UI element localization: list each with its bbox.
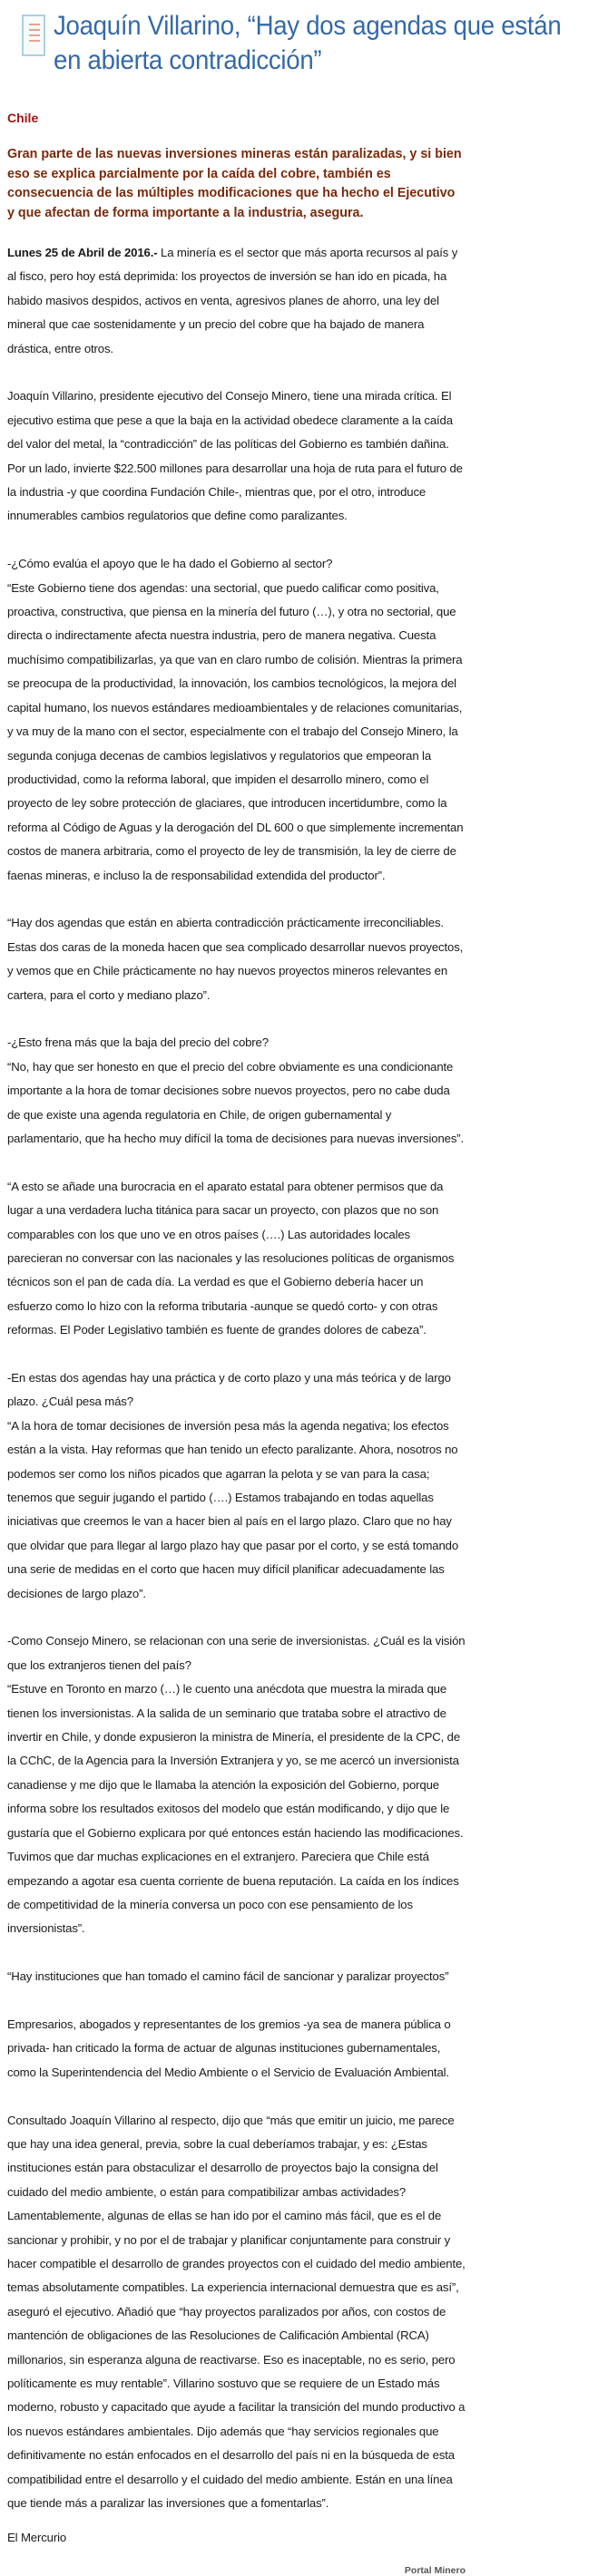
question: -¿Esto frena más que la baja del precio del cobre? (7, 1035, 269, 1050)
subheading-quote: “Hay instituciones que han tomado el camino fácil de sancionar y paralizar proyectos” (7, 1969, 449, 1984)
paragraph: “Hay dos agendas que están en abierta contradicción prácticamente irreconciliables. Estas dos caras de la moneda hacen que sea complicado desarrollar nuevos proyectos, y vemos que en Chile prácticamente no hay nuevos proyectos mineros relevantes en cartera, para el corto y mediano plazo”. (7, 916, 464, 1002)
answer: “Este Gobierno tiene dos agendas: una sectorial, que puedo calificar como positiva, proactiva, constructiva, que piensa en la minería del futuro (…), y otra no sectorial, que directa o indirectamente afecta nuestra industria, pero de manera negativa. Cuesta muchísimo compatibilizarlas, ya que van en claro rumbo de colisión. Mientras la primera se preocupa de la productividad, la innovación, los cambios tecnológicos, la mejora del capital humano, los nuevos estándares medioambientales y de relaciones comunitarias, y va muy de la mano con el sector, especialmente con el trabajo del Consejo Minero, la segunda conjuga decenas de cambios legislativos y regulatorios que empeoran la productividad, como la reforma laboral, que impiden el desarrollo minero, como el proyecto de ley sobre protección de glaciares, que introducen incertidumbre, como la reforma al Código de Aguas y la derogación del DL 600 o que simplemente incrementan costos de manera arbitraria, como el proyecto de ley de transmisión, la ley de cierre de faenas mineras, e incluso la de responsabilidad extendida del productor”. (7, 580, 464, 882)
article-header (0, 0, 598, 91)
paragraph: Joaquín Villarino, presidente ejecutivo del Consejo Minero, tiene una mirada crítica. El ejecutivo estima que pese a que la baja en la actividad obedece claramente a la caída del valor del metal, la “contradicción” de las políticas del Gobierno es también dañina. Por un lado, invierte $22.500 millones para desarrollar una hoja de ruta para el futuro de la industria -y que coordina Fundación Chile-, mientras que, por el otro, introduce innumerables cambios regulatorios que define como paralizantes. (7, 389, 463, 523)
paragraph: Consultado Joaquín Villarino al respecto, dijo que “más que emitir un juicio, me parece que hay una idea general, previa, sobre la cual deberíamos trabajar, y es: ¿Estas instituciones están para obstaculizar el desarrollo de proyectos bajo la consigna del cuidado del medio ambiente, o están para compatibilizar ambas actividades? Lamentablemente, algunas de ellas se han ido por el camino más fácil, que es el de sancionar y prohibir, y no por el de trabajar y planificar conjuntamente para construir y hacer compatible el desarrollo de grandes proyectos con el cuidado del medio ambiente, temas absolutamente compatibles. La experiencia internacional demuestra que es así”, aseguró el ejecutivo. Añadió que “hay proyectos paralizados por años, con costos de mantención de obligaciones de las Resoluciones de Calificación Ambiental (RCA) millonarios, sin esperanza alguna de reactivarse. Eso es inaceptable, no es serio, pero políticamente es muy rentable”. Villarino sostuvo que se requiere de un Estado más moderno, robusto y capacitado que ayude a facilitar la transición del mundo productivo a los nuevos estándares ambientales. Dijo además que “hay servicios regionales que definitivamente no están enfocados en el desarrollo del país ni en la búsqueda de esta compatibilidad entre el desarrollo y el cuidado del medio ambiente. Están en una línea que tiende más a paralizar las inversiones que a fomentarlas”. (7, 2113, 466, 2511)
intro-text: La minería es el sector que más aporta recursos al país y al fisco, pero hoy está deprimida: los proyectos de inversión se han ido en picada, ha habido masivos despidos, activos en venta, agresivos planes de ahorro, una ley del mineral que cae sostenidamente y un precio del cobre que ha bajado de manera drástica, entre otros. (7, 246, 458, 355)
article-body (7, 241, 466, 2551)
article-content (0, 111, 473, 2576)
question: -¿Cómo evalúa el apoyo que le ha dado el Gobierno al sector? (7, 557, 333, 571)
question: -En estas dos agendas hay una práctica y de corto plazo y una más teórica y de largo plazo. ¿Cuál pesa más? (7, 1371, 451, 1409)
qa-block (7, 1031, 466, 1151)
paragraph: “A esto se añade una burocracia en el aparato estatal para obtener permisos que da lugar a una verdadera lucha titánica para sacar un proyecto, con plazos que no son comparables con los que uno ve en otros países (….) Las autoridades locales parecieran no conversar con las nacionales y las resoluciones políticas de organismos técnicos son el pan de cada día. La verdad es que el Gobierno debería hacer un esfuerzo como lo hizo con la reforma tributaria -aunque se quedó corto- y con otras reformas. El Poder Legislativo también es fuente de grandes dolores de cabeza”. (7, 1179, 455, 1337)
footer-brand: Portal Minero (404, 2564, 466, 2576)
paragraph: Empresarios, abogados y representantes de los gremios -ya sea de manera pública o privada- han criticado la forma de actuar de algunas instituciones gubernamentales, como la Superintendencia del Medio Ambiente o el Servicio de Evaluación Ambiental. (7, 2017, 451, 2079)
answer: “Estuve en Toronto en marzo (…) le cuento una anécdota que muestra la mirada que tienen los inversionistas. A la salida de un seminario que trataba sobre el atractivo de invertir en Chile, y donde expusieron la ministra de Minería, el presidente de la CPC, de la CChC, de la Agencia para la Inversión Extranjera y yo, se me acercó un inversionista canadiense y me dijo que le llamaba la atención la exposición del Gobierno, porque informa sobre los resultados exitosos del modelo que están modificando, y dijo que le gustaría que el Gobierno explicara por qué entonces están haciendo las modificaciones. Tuvimos que dar muchas explicaciones en el extranjero. Pareciera que Chile está empezando a agotar esa cuenta corriente de buena reputación. La caída en los índices de competitividad de la minería conversa un poco con ese pensamiento de los inversionistas”. (7, 1682, 464, 1936)
question: -Como Consejo Minero, se relacionan con una serie de inversionistas. ¿Cuál es la visión que los extranjeros tienen del país? (7, 1634, 466, 1672)
paragraph-intro (7, 241, 466, 361)
article-lead: Gran parte de las nuevas inversiones mineras están paralizadas, y si bien eso se explica parcialmente por la caída del cobre, también es consecuencia de las múltiples modificaciones que ha hecho el Ejecutivo y que afectan de forma importante a la industria, asegura. (7, 147, 462, 220)
qa-block (7, 1629, 466, 1940)
article-date: Lunes 25 de Abril de 2016.- (7, 246, 158, 259)
qa-block (7, 1366, 466, 1606)
article-title: Joaquín Villarino, “Hay dos agendas que están en abierta contradicción” (54, 11, 562, 75)
document-icon (22, 15, 45, 56)
answer: “A la hora de tomar decisiones de inversión pesa más la agenda negativa; los efectos están a la vista. Hay reformas que han tenido un efecto paralizante. Ahora, nosotros no podemos ser como los niños picados que agarran la pelota y se van para la casa; tenemos que seguir jugando el partido (….) Estamos trabajando en todas aquellas iniciativas que creemos le van a hacer bien al país en el largo plazo. Claro que no hay que olvidar que para llegar al largo plazo hay que pasar por el corto, y se está tomando una serie de medidas en el corto que hacen muy difícil planificar adecuadamente las decisiones de largo plazo”. (7, 1418, 459, 1600)
qa-block (7, 552, 466, 888)
region-label: Chile (7, 111, 39, 125)
answer: “No, hay que ser honesto en que el precio del cobre obviamente es una condicionante importante a la hora de tomar decisiones sobre nuevos proyectos, pero no cabe duda de que existe una agenda regulatoria en Chile, de origen gubernamental y parlamentario, que ha hecho muy difícil la toma de decisiones para nuevas inversiones”. (7, 1059, 465, 1145)
article-source: El Mercurio (7, 2531, 67, 2545)
